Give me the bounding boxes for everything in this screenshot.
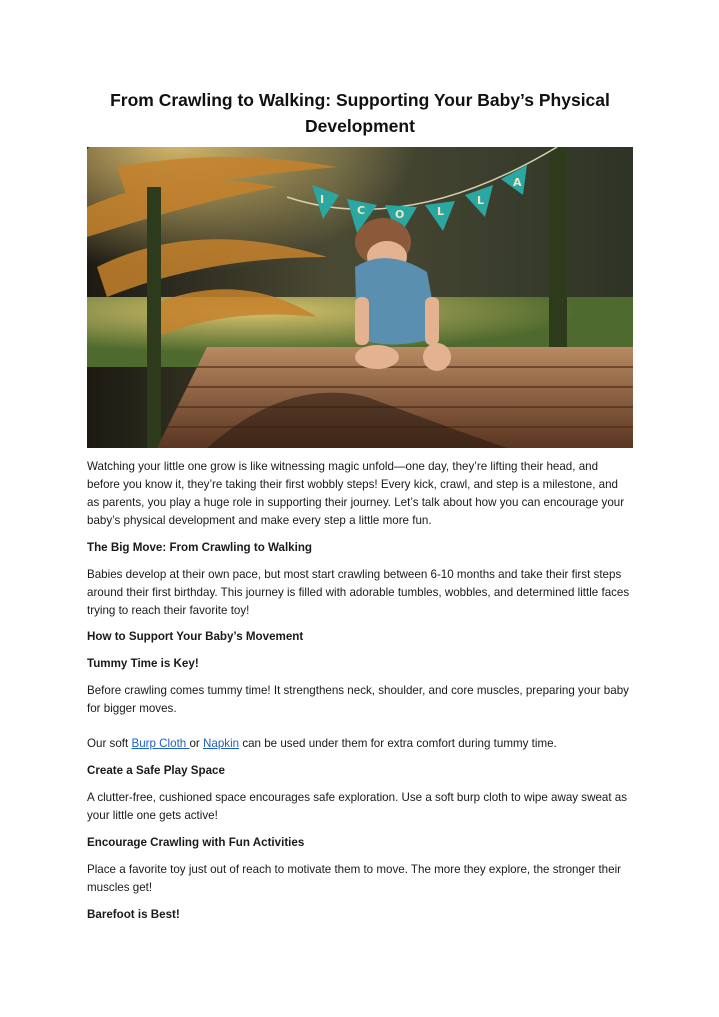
crawling-paragraph: Place a favorite toy just out of reach to motivate them to move. The more they explore, the stronger their muscles get! (87, 863, 622, 894)
heading-big-move: The Big Move: From Crawling to Walking (87, 541, 313, 554)
heading-crawling: Encourage Crawling with Fun Activities (87, 836, 305, 849)
big-move-paragraph: Babies develop at their own pace, but most start crawling between 6-10 months and take their first steps around their first birthday. This journey is filled with adorable tumbles, wobbles, and determined little faces trying to reach their favorite toy! (87, 568, 630, 617)
product-paragraph (87, 735, 633, 753)
svg-text:A: A (513, 176, 522, 189)
heading-safe-space: Create a Safe Play Space (87, 764, 225, 777)
svg-text:I: I (320, 193, 325, 206)
or-text: or (189, 737, 203, 750)
napkin-link[interactable]: Napkin (203, 737, 240, 750)
heading-barefoot: Barefoot is Best! (87, 908, 180, 921)
product-suffix: can be used under them for extra comfort during tummy time. (239, 737, 557, 750)
hero-image (87, 147, 633, 448)
safe-space-paragraph: A clutter-free, cushioned space encourages safe exploration. Use a soft burp cloth to wipe away sweat as your little one gets active! (87, 791, 628, 822)
heading-tummy-time: Tummy Time is Key! (87, 657, 199, 670)
heading-support: How to Support Your Baby’s Movement (87, 630, 304, 643)
svg-text:L: L (477, 194, 485, 207)
burp-cloth-link[interactable]: Burp Cloth (131, 737, 190, 750)
page-title: From Crawling to Walking: Supporting Your Baby’s Physical Development (110, 90, 610, 136)
product-prefix: Our soft (87, 737, 132, 750)
svg-text:C: C (357, 204, 366, 217)
intro-paragraph: Watching your little one grow is like witnessing magic unfold—one day, they’re lifting their head, and before you know it, they’re taking their first wobbly steps! Every kick, crawl, and step is a milestone, and as parents, you play a huge role in supporting their journey. Let’s talk about how you can encourage your baby’s physical development and make every step a little more fun. (87, 460, 625, 527)
tummy-paragraph: Before crawling comes tummy time! It strengthens neck, shoulder, and core muscles, preparing your baby for bigger moves. (87, 684, 629, 715)
svg-text:L: L (437, 205, 445, 218)
svg-text:O: O (395, 208, 405, 221)
